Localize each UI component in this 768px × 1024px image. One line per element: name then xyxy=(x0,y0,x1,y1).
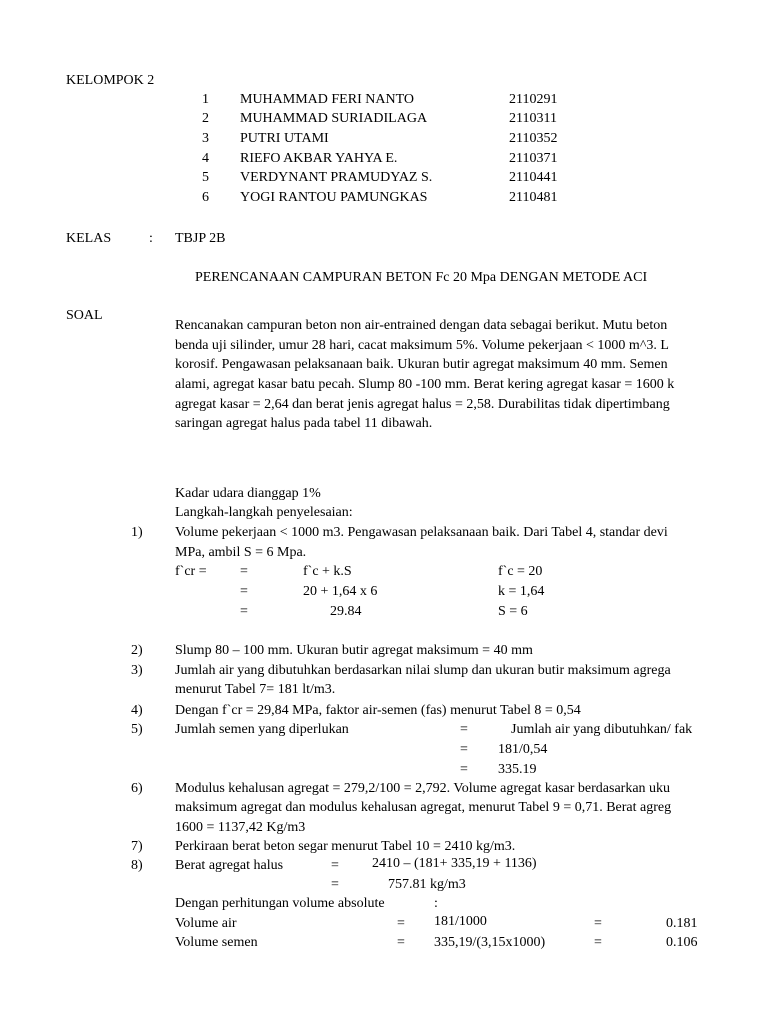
soal-line: benda uji silinder, umur 28 hari, cacat maksimum 5%. Volume pekerjaan < 1000 m^3. L xyxy=(175,338,669,353)
member-name: PUTRI UTAMI xyxy=(240,131,329,146)
water-volume-value: 0.181 xyxy=(666,916,698,931)
step-number: 4) xyxy=(131,703,143,718)
member-nim: 2110352 xyxy=(509,131,558,146)
step-number: 2) xyxy=(131,643,143,658)
soal-line: Rencanakan campuran beton non air-entrained dengan data sebagai berikut. Mutu beton xyxy=(175,318,668,333)
member-number: 1 xyxy=(202,92,209,107)
step-text: Jumlah semen yang diperlukan xyxy=(175,722,349,737)
equals-sign: = xyxy=(331,858,339,873)
absolute-volume-colon: : xyxy=(434,896,438,911)
absolute-volume-label: Dengan perhitungan volume absolute xyxy=(175,896,385,911)
member-number: 4 xyxy=(202,151,209,166)
equals-sign: = xyxy=(594,935,602,950)
step-number: 6) xyxy=(131,781,143,796)
member-number: 6 xyxy=(202,190,209,205)
cement-volume-value: 0.106 xyxy=(666,935,698,950)
member-nim: 2110311 xyxy=(509,111,557,126)
steps-heading: Langkah-langkah penyelesaian: xyxy=(175,505,353,520)
member-nim: 2110371 xyxy=(509,151,558,166)
fine-aggregate-formula: 2410 – (181+ 335,19 + 1136) xyxy=(372,856,537,871)
soal-line: agregat kasar = 2,64 dan berat jenis agregat halus = 2,58. Durabilitas tidak dipertimbang xyxy=(175,397,670,412)
equals-sign: = xyxy=(240,604,248,619)
equals-sign: = xyxy=(460,722,468,737)
step-text: Volume pekerjaan < 1000 m3. Pengawasan pelaksanaan baik. Dari Tabel 4, standar devi xyxy=(175,525,668,540)
equals-sign: = xyxy=(460,742,468,757)
equals-sign: = xyxy=(240,584,248,599)
equals-sign: = xyxy=(331,877,339,892)
soal-line: alami, agregat kasar batu pecah. Slump 80 -100 mm. Berat kering agregat kasar = 1600 k xyxy=(175,377,675,392)
equals-sign: = xyxy=(460,762,468,777)
member-nim: 2110441 xyxy=(509,170,558,185)
step-text: Berat agregat halus xyxy=(175,858,284,873)
kelas-value: TBJP 2B xyxy=(175,231,226,246)
step-text: 1600 = 1137,42 Kg/m3 xyxy=(175,820,306,835)
soal-line: korosif. Pengawasan pelaksanaan baik. Ukuran butir agregat maksimum 40 mm. Semen xyxy=(175,357,668,372)
member-name: MUHAMMAD FERI NANTO xyxy=(240,92,414,107)
cement-substitution: 181/0,54 xyxy=(498,742,548,757)
member-number: 3 xyxy=(202,131,209,146)
step-text: Slump 80 – 100 mm. Ukuran butir agregat maksimum = 40 mm xyxy=(175,643,533,658)
step-number: 1) xyxy=(131,525,143,540)
fcr-substitution: 20 + 1,64 x 6 xyxy=(303,584,378,599)
fcr-label: f`cr = xyxy=(175,564,207,579)
fine-aggregate-result: 757.81 kg/m3 xyxy=(388,877,466,892)
cement-result: 335.19 xyxy=(498,762,537,777)
member-name: MUHAMMAD SURIADILAGA xyxy=(240,111,428,126)
member-name: YOGI RANTOU PAMUNGKAS xyxy=(240,190,428,205)
equals-sign: = xyxy=(397,935,405,950)
member-number: 5 xyxy=(202,170,209,185)
equals-sign: = xyxy=(594,916,602,931)
water-volume-label: Volume air xyxy=(175,916,237,931)
member-name: VERDYNANT PRAMUDYAZ S. xyxy=(240,170,433,185)
step-text: MPa, ambil S = 6 Mpa. xyxy=(175,545,307,560)
group-label: KELOMPOK 2 xyxy=(66,73,155,88)
step-number: 5) xyxy=(131,722,143,737)
member-name: RIEFO AKBAR YAHYA E. xyxy=(240,151,398,166)
given-fc: f`c = 20 xyxy=(498,564,543,579)
water-volume-expression: 181/1000 xyxy=(434,914,487,929)
member-nim: 2110481 xyxy=(509,190,558,205)
step-text: Perkiraan berat beton segar menurut Tabel 10 = 2410 kg/m3. xyxy=(175,839,516,854)
cement-formula: Jumlah air yang dibutuhkan/ fak xyxy=(511,722,693,737)
step-text: maksimum agregat dan modulus kehalusan agregat, menurut Tabel 9 = 0,71. Berat agreg xyxy=(175,800,672,815)
air-content-note: Kadar udara dianggap 1% xyxy=(175,486,321,501)
fcr-formula: f`c + k.S xyxy=(303,564,352,579)
cement-volume-expression: 335,19/(3,15x1000) xyxy=(434,935,546,950)
given-s: S = 6 xyxy=(498,604,528,619)
given-k: k = 1,64 xyxy=(498,584,545,599)
step-text: Jumlah air yang dibutuhkan berdasarkan nilai slump dan ukuran butir maksimum agrega xyxy=(175,663,671,678)
step-text: Modulus kehalusan agregat = 279,2/100 = 2,792. Volume agregat kasar berdasarkan uku xyxy=(175,781,671,796)
cement-volume-label: Volume semen xyxy=(175,935,258,950)
document-title: PERENCANAAN CAMPURAN BETON Fc 20 Mpa DENGAN METODE ACI xyxy=(195,270,648,285)
soal-line: saringan agregat halus pada tabel 11 dibawah. xyxy=(175,416,433,431)
member-nim: 2110291 xyxy=(509,92,558,107)
step-number: 7) xyxy=(131,839,143,854)
fcr-result: 29.84 xyxy=(330,604,362,619)
equals-sign: = xyxy=(240,564,248,579)
equals-sign: = xyxy=(397,916,405,931)
step-number: 8) xyxy=(131,858,143,873)
member-number: 2 xyxy=(202,111,209,126)
soal-label: SOAL xyxy=(66,308,103,323)
step-number: 3) xyxy=(131,663,143,678)
step-text: Dengan f`cr = 29,84 MPa, faktor air-semen (fas) menurut Tabel 8 = 0,54 xyxy=(175,703,581,718)
kelas-label: KELAS xyxy=(66,231,112,246)
kelas-colon: : xyxy=(149,231,153,246)
step-text: menurut Tabel 7= 181 lt/m3. xyxy=(175,682,336,697)
